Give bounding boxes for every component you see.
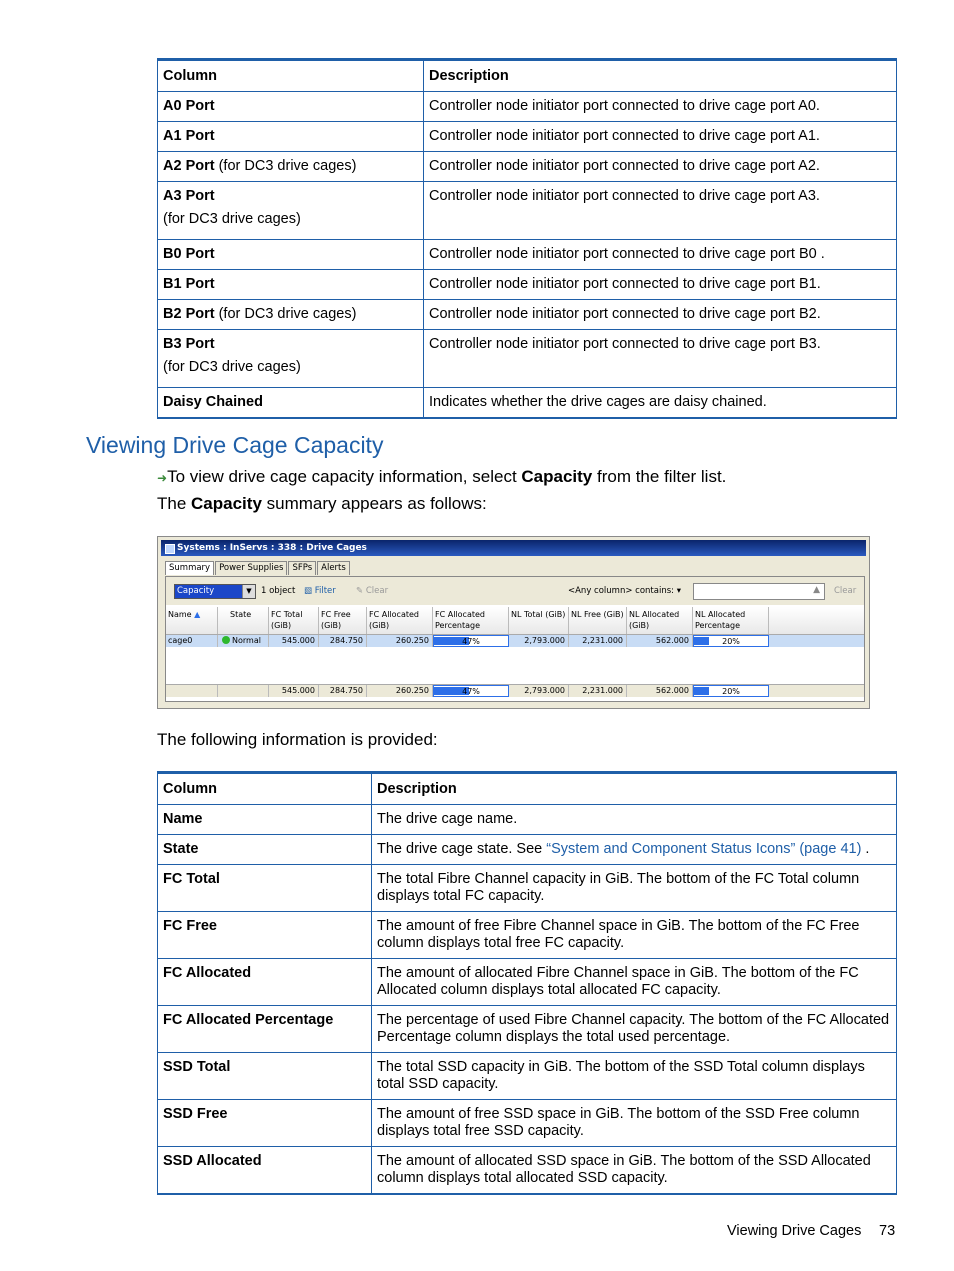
grid-totals-row <box>166 684 864 697</box>
table-row <box>158 865 897 912</box>
table-row <box>158 152 897 182</box>
table-row <box>158 300 897 330</box>
tab-sfps[interactable]: SFPs <box>288 561 316 575</box>
table-row <box>158 330 897 388</box>
summary-paragraph: The Capacity summary appears as follows: <box>157 494 487 513</box>
tab-summary[interactable]: Summary <box>165 561 214 575</box>
total-fc-allocated: 260.250 <box>367 685 433 697</box>
search-icon: ▲ <box>813 585 820 595</box>
row-desc: Controller node initiator port connected to drive cage port B1. <box>424 270 897 300</box>
capacity-screenshot <box>157 536 870 709</box>
page-number: 73 <box>879 1223 896 1239</box>
row-name: A3 Port (for DC3 drive cages) <box>158 182 424 240</box>
row-desc: The amount of free SSD space in GiB. The bottom of the SSD Free column displays total free SSD capacity. <box>372 1100 897 1147</box>
row-name: SSD Free <box>158 1100 372 1147</box>
row-name: State <box>158 835 372 865</box>
header-nl-free[interactable]: NL Free (GiB) <box>569 607 627 634</box>
info-paragraph: The following information is provided: <box>157 730 438 749</box>
capacity-columns-table <box>157 771 897 1195</box>
cell-fc-total: 545.000 <box>269 635 319 647</box>
total-fc-free: 284.750 <box>319 685 367 697</box>
row-desc: The amount of free Fibre Channel space in GiB. The bottom of the FC Free column displays total free FC capacity. <box>372 912 897 959</box>
object-count: 1 object <box>261 586 296 596</box>
header-fc-free[interactable]: FC Free (GiB) <box>319 607 367 634</box>
row-desc: Controller node initiator port connected to drive cage port B0 . <box>424 240 897 270</box>
eraser-icon: ✎ <box>356 586 364 596</box>
row-name: B2 Port (for DC3 drive cages) <box>158 300 424 330</box>
row-name: B3 Port (for DC3 drive cages) <box>158 330 424 388</box>
port-columns-table <box>157 58 897 419</box>
chevron-down-icon: ▼ <box>242 585 255 598</box>
row-name: FC Total <box>158 865 372 912</box>
table-row <box>158 959 897 1006</box>
header-state[interactable]: State <box>218 607 269 634</box>
row-name: Name <box>158 805 372 835</box>
cell-nl-allocated: 562.000 <box>627 635 693 647</box>
cell-nl-allocated-pct: 20% <box>693 635 769 647</box>
row-name: FC Free <box>158 912 372 959</box>
row-desc: The drive cage name. <box>372 805 897 835</box>
row-name: A0 Port <box>158 92 424 122</box>
row-desc: Controller node initiator port connected to drive cage port A3. <box>424 182 897 240</box>
row-desc: Controller node initiator port connected to drive cage port B3. <box>424 330 897 388</box>
header-fc-allocated-pct[interactable]: FC Allocated Percentage <box>433 607 509 634</box>
footer-section: Viewing Drive Cages <box>727 1223 862 1239</box>
table-row <box>158 1006 897 1053</box>
clear-search-button[interactable]: Clear <box>834 586 857 596</box>
row-name: B0 Port <box>158 240 424 270</box>
cell-nl-total: 2,793.000 <box>509 635 569 647</box>
status-icons-link[interactable]: “System and Component Status Icons” (page 41) <box>546 841 862 857</box>
tab-bar <box>165 561 351 575</box>
cell-fc-allocated: 260.250 <box>367 635 433 647</box>
tab-alerts[interactable]: Alerts <box>317 561 350 575</box>
column-header: Column <box>158 60 424 92</box>
row-name: A1 Port <box>158 122 424 152</box>
window-title-bar: Systems : InServs : 338 : Drive Cages <box>161 540 866 556</box>
table-row <box>158 122 897 152</box>
cell-name: cage0 <box>166 635 218 647</box>
row-name: A2 Port (for DC3 drive cages) <box>158 152 424 182</box>
row-desc: The total SSD capacity in GiB. The bottom of the SSD Total column displays total SSD capacity. <box>372 1053 897 1100</box>
row-desc: The drive cage state. See “System and Component Status Icons” (page 41) . <box>372 835 897 865</box>
header-fc-total[interactable]: FC Total (GiB) <box>269 607 319 634</box>
row-name: SSD Total <box>158 1053 372 1100</box>
header-name[interactable]: Name ▲ <box>166 607 218 634</box>
clear-button[interactable]: ✎ Clear <box>356 586 389 596</box>
row-name: FC Allocated Percentage <box>158 1006 372 1053</box>
cell-state: Normal <box>218 635 269 647</box>
summary-panel <box>165 576 865 702</box>
row-desc: Controller node initiator port connected to drive cage port A2. <box>424 152 897 182</box>
total-nl-total: 2,793.000 <box>509 685 569 697</box>
capacity-grid <box>166 607 864 701</box>
cell-fc-free: 284.750 <box>319 635 367 647</box>
table-row <box>158 92 897 122</box>
table-row <box>158 912 897 959</box>
description-header: Description <box>372 773 897 805</box>
cell-fc-allocated-pct: 47% <box>433 635 509 647</box>
row-desc: The amount of allocated Fibre Channel space in GiB. The bottom of the FC Allocated column displays total allocated FC capacity. <box>372 959 897 1006</box>
filter-toolbar <box>166 577 864 605</box>
total-nl-allocated-pct: 20% <box>693 685 769 697</box>
cell-nl-free: 2,231.000 <box>569 635 627 647</box>
table-row <box>158 182 897 240</box>
filter-button[interactable]: ▧ Filter <box>304 586 336 596</box>
status-ok-icon <box>222 636 230 644</box>
table-row <box>158 270 897 300</box>
table-row <box>158 1053 897 1100</box>
total-nl-free: 2,231.000 <box>569 685 627 697</box>
total-fc-total: 545.000 <box>269 685 319 697</box>
row-desc: Controller node initiator port connected to drive cage port B2. <box>424 300 897 330</box>
table-header-row <box>158 773 897 805</box>
description-header: Description <box>424 60 897 92</box>
row-desc: The percentage of used Fibre Channel capacity. The bottom of the FC Allocated Percentage column displays the total used percentage. <box>372 1006 897 1053</box>
header-nl-allocated[interactable]: NL Allocated (GiB) <box>627 607 693 634</box>
section-heading: Viewing Drive Cage Capacity <box>86 432 384 458</box>
table-row <box>158 388 897 418</box>
row-name: B1 Port <box>158 270 424 300</box>
table-row[interactable] <box>166 635 864 647</box>
table-row <box>158 835 897 865</box>
table-row <box>158 805 897 835</box>
row-desc: Controller node initiator port connected to drive cage port A0. <box>424 92 897 122</box>
step-arrow-icon: ➜ <box>157 471 168 485</box>
row-name: Daisy Chained <box>158 388 424 418</box>
column-header: Column <box>158 773 372 805</box>
row-desc: The total Fibre Channel capacity in GiB. The bottom of the FC Total column displays total FC capacity. <box>372 865 897 912</box>
filter-icon: ▧ <box>304 586 313 596</box>
table-row <box>158 240 897 270</box>
row-name: FC Allocated <box>158 959 372 1006</box>
search-scope[interactable]: <Any column> contains: ▾ <box>568 586 681 596</box>
grid-header <box>166 607 864 635</box>
header-nl-allocated-pct[interactable]: NL Allocated Percentage <box>693 607 769 634</box>
row-name: SSD Allocated <box>158 1147 372 1194</box>
sort-ascending-icon: ▲ <box>194 610 201 619</box>
header-nl-total[interactable]: NL Total (GiB) <box>509 607 569 634</box>
header-fc-allocated[interactable]: FC Allocated (GiB) <box>367 607 433 634</box>
table-row <box>158 1100 897 1147</box>
row-desc: Controller node initiator port connected to drive cage port A1. <box>424 122 897 152</box>
row-desc: The amount of allocated SSD space in GiB. The bottom of the SSD Allocated column displays total allocated SSD capacity. <box>372 1147 897 1194</box>
total-nl-allocated: 562.000 <box>627 685 693 697</box>
table-header-row <box>158 60 897 92</box>
filter-select[interactable]: Capacity ▼ <box>174 584 256 599</box>
total-fc-allocated-pct: 47% <box>433 685 509 697</box>
search-input[interactable] <box>693 583 825 600</box>
table-row <box>158 1147 897 1194</box>
step-paragraph: ➜To view drive cage capacity information, select Capacity from the filter list. <box>157 467 727 486</box>
window-icon <box>165 544 175 554</box>
tab-power-supplies[interactable]: Power Supplies <box>215 561 287 575</box>
row-desc: Indicates whether the drive cages are daisy chained. <box>424 388 897 418</box>
